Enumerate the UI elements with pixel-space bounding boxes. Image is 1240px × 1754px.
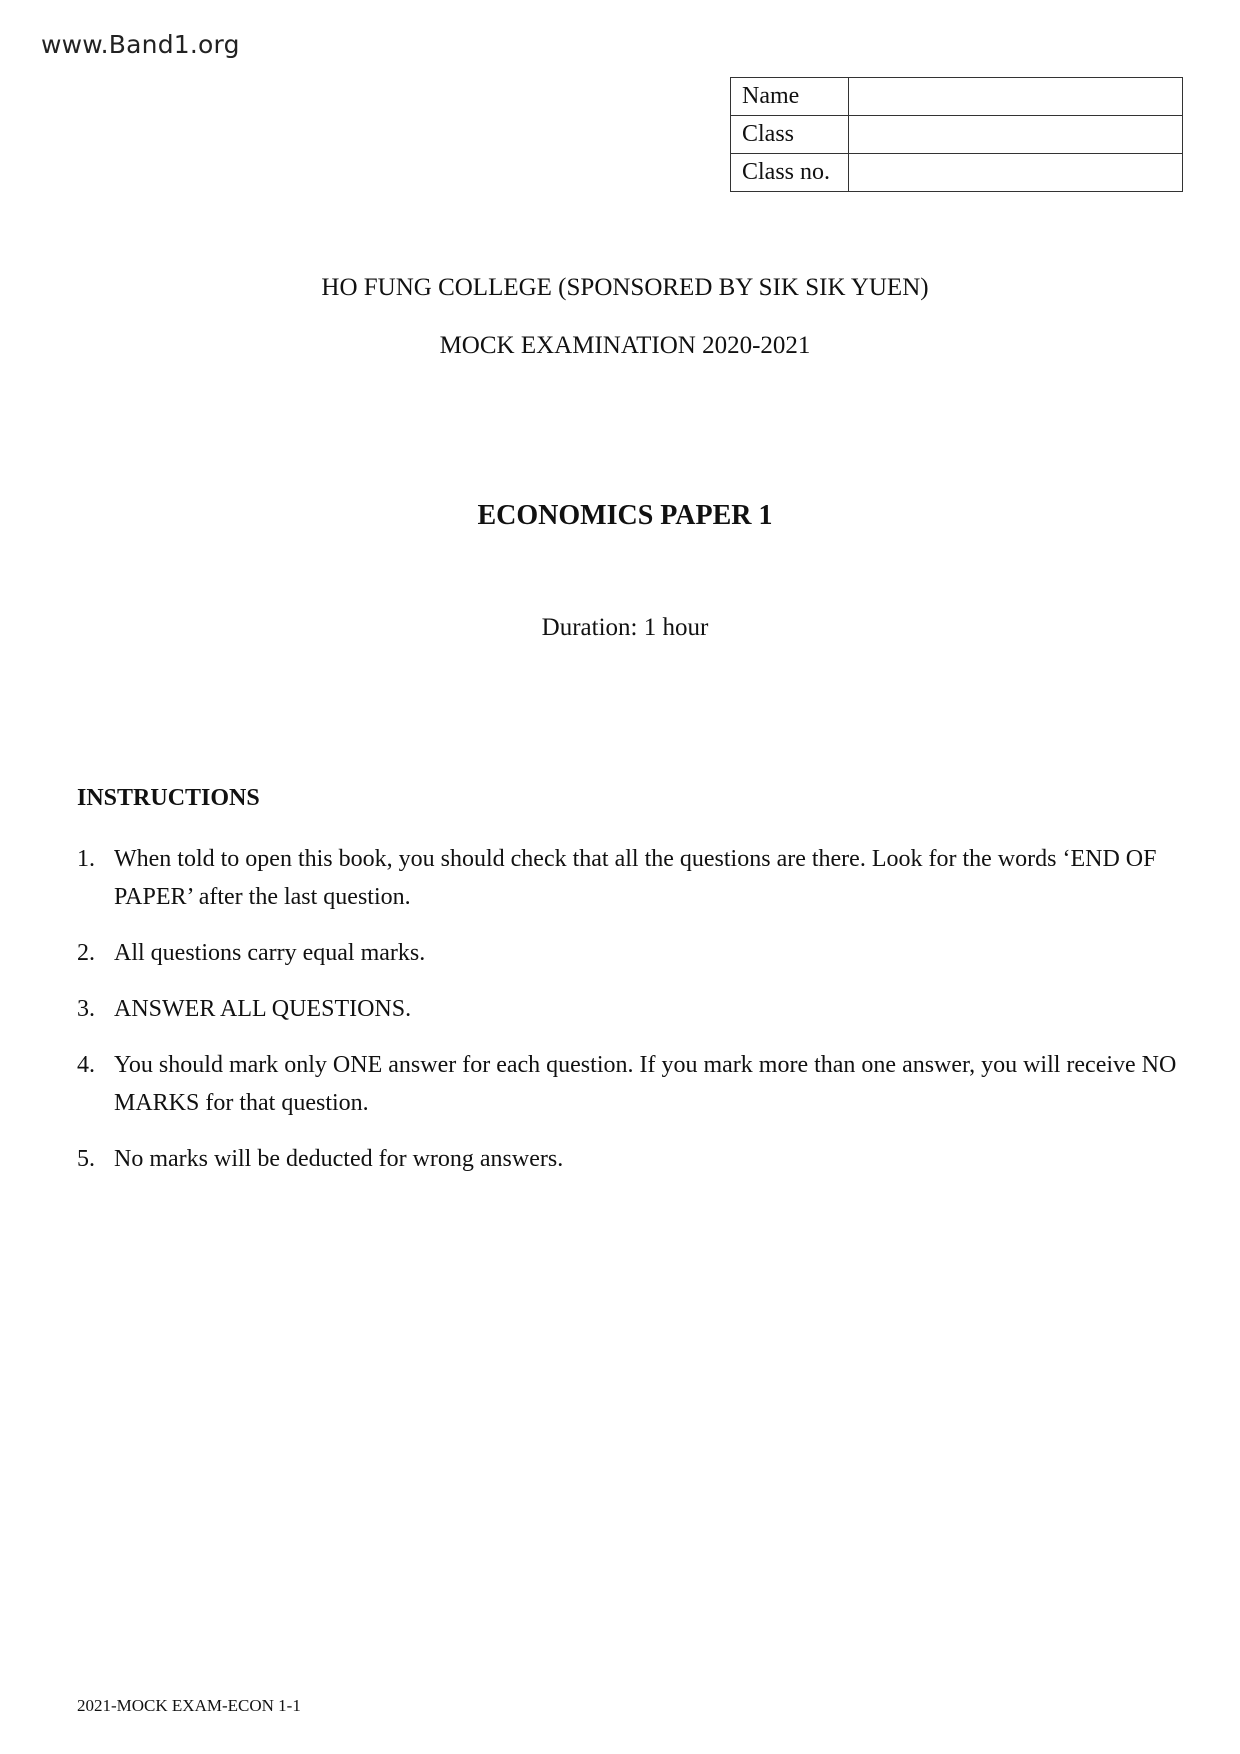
- table-row: [731, 78, 1183, 116]
- list-item: [77, 934, 1187, 972]
- item-text: No marks will be deducted for wrong answers.: [114, 1146, 564, 1172]
- class-label: Class: [731, 116, 849, 154]
- list-item: [77, 1140, 1187, 1178]
- class-no-label: Class no.: [731, 154, 849, 192]
- name-label: Name: [731, 78, 849, 116]
- name-field[interactable]: [849, 78, 1183, 116]
- table-row: [731, 154, 1183, 192]
- student-info-table: [730, 77, 1183, 192]
- exam-title: MOCK EXAMINATION 2020-2021: [439, 332, 811, 359]
- duration-text: Duration: 1 hour: [541, 614, 709, 641]
- item-text: ANSWER ALL QUESTIONS.: [114, 996, 412, 1022]
- list-item: [77, 990, 1187, 1028]
- list-item: [77, 1046, 1187, 1122]
- item-text: You should mark only ONE answer for each question. If you mark more than one answer, you will receive NO MARKS for that question.: [114, 1052, 1177, 1116]
- item-number: 3.: [77, 996, 95, 1022]
- class-field[interactable]: [849, 116, 1183, 154]
- school-name: HO FUNG COLLEGE (SPONSORED BY SIK SIK YUEN): [321, 274, 929, 301]
- list-item: [77, 840, 1187, 916]
- item-text: When told to open this book, you should check that all the questions are there. Look for the words ‘END OF PAPER’ after the last question.: [114, 846, 1157, 910]
- watermark-url: www.Band1.org: [41, 30, 240, 59]
- instructions-list: [77, 840, 1187, 1196]
- item-number: 4.: [77, 1052, 95, 1078]
- page-footer: 2021-MOCK EXAM-ECON 1-1: [77, 1696, 301, 1715]
- class-no-field[interactable]: [849, 154, 1183, 192]
- item-number: 2.: [77, 940, 95, 966]
- paper-title: ECONOMICS PAPER 1: [477, 500, 773, 531]
- item-number: 5.: [77, 1146, 95, 1172]
- instructions-heading: INSTRUCTIONS: [77, 785, 260, 811]
- item-text: All questions carry equal marks.: [114, 940, 426, 966]
- item-number: 1.: [77, 846, 95, 872]
- table-row: [731, 116, 1183, 154]
